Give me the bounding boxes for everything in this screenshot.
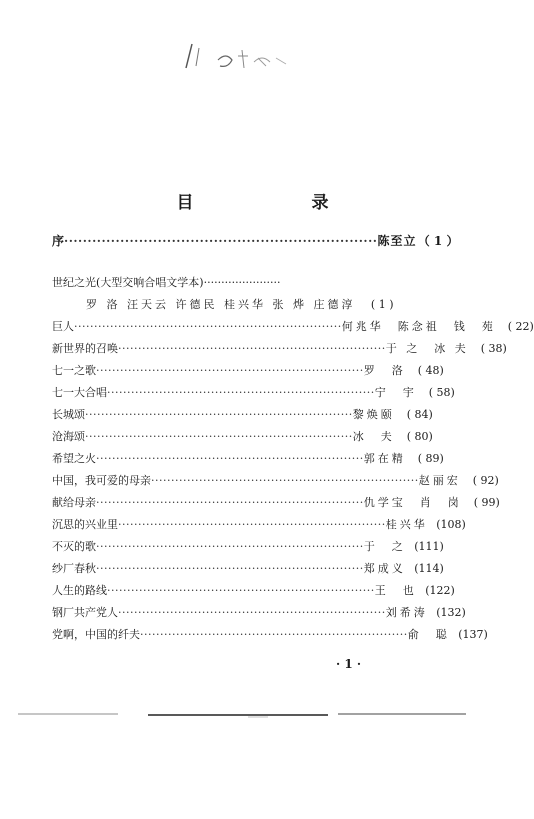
toc-entry: 新世界的召唤 ··································································· 于 之 冰 夫 ( 38) <box>52 342 507 355</box>
entry-author: 罗 洛 <box>363 364 406 377</box>
toc-entry: 党啊，中国的纤夫 ··································································· 俞 聪 (137) <box>52 628 488 641</box>
toc-entry: 钢厂共产党人 ··································································· 刘希涛 (132) <box>52 606 466 619</box>
toc-entry: 人生的路线 ··································································· 王 也 (122) <box>52 584 455 597</box>
toc-entry: 七一之歌 ··································································· 罗 洛 ( 48) <box>52 364 444 377</box>
entry-page: ( 48) <box>417 364 444 377</box>
page-number: · 1 · <box>336 657 362 671</box>
entry-author: 黎焕颐 <box>352 408 395 421</box>
entry-author: 于 之 冰 夫 <box>385 342 469 355</box>
entry-page: (108) <box>436 518 466 531</box>
toc-entry-preface: 序 ··································································· 陈至立 （ 1 ） <box>52 234 459 248</box>
page-title: 目 录 <box>176 193 357 213</box>
toc-entry: 献给母亲 ··································································· 仇学宝 肖 岗 ( 99) <box>52 496 500 509</box>
entry-author: 陈至立 <box>377 234 417 248</box>
entry-author: 王 也 <box>374 584 417 597</box>
entry-page: （ 1 ） <box>417 234 459 248</box>
entry-page: (132) <box>436 606 466 619</box>
toc-entry: 希望之火 ··································································· 郭在精 ( 89) <box>52 452 444 465</box>
toc-entry: 纱厂春秋 ··································································· 郑成义 (114) <box>52 562 444 575</box>
entry-title: 希望之火 <box>52 452 96 465</box>
entry-page: ( 99) <box>473 496 500 509</box>
entry-author: 何兆华 陈念祖 钱 苑 <box>341 320 496 333</box>
entry-author: 刘希涛 <box>385 606 428 619</box>
entry-title: 新世界的召唤 <box>52 342 118 355</box>
toc-entry: 七一大合唱 ··································································· 宁 宇 ( 58) <box>52 386 455 399</box>
entry-author: 桂兴华 <box>385 518 428 531</box>
toc-entry: 沧海颂 ··································································· 冰 夫 ( 80) <box>52 430 433 443</box>
toc-entry: 长城颂 ··································································· 黎焕颐 ( 84) <box>52 408 433 421</box>
entry-page: (122) <box>425 584 455 597</box>
entry-title: 巨人 <box>52 320 74 333</box>
entry-page: ( 1 ) <box>370 298 394 311</box>
entry-title: 序 <box>52 234 65 248</box>
entry-title: 七一之歌 <box>52 364 96 377</box>
entry-title: 中国，我可爱的母亲 <box>52 474 151 487</box>
entry-page: (137) <box>458 628 488 641</box>
toc-entry: 巨人 ··································································· 何兆华 陈念祖 钱 苑 ( 22) <box>52 320 534 333</box>
entry-author: 冰 夫 <box>352 430 395 443</box>
entry-title: 沉思的兴业里 <box>52 518 118 531</box>
entry-page: ( 92) <box>472 474 499 487</box>
entry-page: ( 58) <box>428 386 455 399</box>
entry-title: 长城颂 <box>52 408 85 421</box>
entry-author: 俞 聪 <box>407 628 450 641</box>
entry-page: ( 80) <box>406 430 433 443</box>
entry-page: ( 38) <box>480 342 507 355</box>
entry-page: (111) <box>414 540 444 553</box>
entry-page: ( 89) <box>417 452 444 465</box>
entry-author: 于 之 <box>363 540 406 553</box>
toc-entry: 不灭的歌 ··································································· 于 之 (111) <box>52 540 444 553</box>
entry-title: 罗 洛 汪天云 许德民 桂兴华 张 烨 庄德淳 <box>86 298 356 311</box>
toc-entry-authors <box>52 298 394 312</box>
entry-page: (114) <box>414 562 444 575</box>
entry-title: 七一大合唱 <box>52 386 107 399</box>
entry-author: 郑成义 <box>363 562 406 575</box>
entry-author: 郭在精 <box>363 452 406 465</box>
toc-entry: 沉思的兴业里 ··································································· 桂兴华 (108) <box>52 518 466 531</box>
handwritten-mark <box>182 38 302 78</box>
entry-title: 世纪之光(大型交响合唱文学本)······················ <box>52 276 281 289</box>
entry-title: 献给母亲 <box>52 496 96 509</box>
entry-author: 宁 宇 <box>374 386 417 399</box>
toc-entry <box>52 276 390 290</box>
entry-title: 钢厂共产党人 <box>52 606 118 619</box>
entry-title: 沧海颂 <box>52 430 85 443</box>
entry-page: ( 22) <box>507 320 534 333</box>
entry-title: 党啊，中国的纤夫 <box>52 628 140 641</box>
entry-page: ( 84) <box>406 408 433 421</box>
bottom-rule <box>18 712 466 718</box>
entry-author: 仇学宝 肖 岗 <box>363 496 462 509</box>
entry-title: 纱厂春秋 <box>52 562 96 575</box>
entry-title: 人生的路线 <box>52 584 107 597</box>
entry-author: 赵丽宏 <box>418 474 461 487</box>
entry-title: 不灭的歌 <box>52 540 96 553</box>
toc-entry: 中国，我可爱的母亲 ··································································· 赵丽宏 ( 92) <box>52 474 499 487</box>
